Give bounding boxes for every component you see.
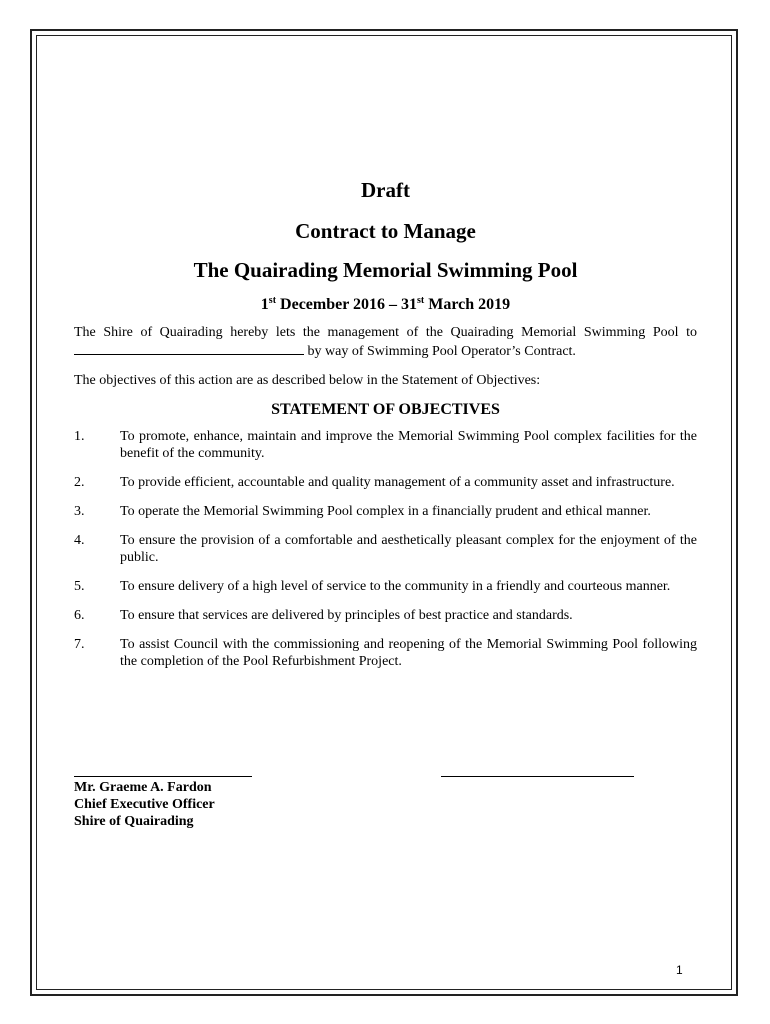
objective-text: To promote, enhance, maintain and improve the Memorial Swimming Pool complex facilities for the benefit of the community.: [120, 429, 697, 461]
objective-text: To assist Council with the commissioning and reopening of the Memorial Swimming Pool following the completion of the Pool Refurbishment Project.: [120, 637, 697, 669]
document-body: [74, 176, 697, 682]
signatory-name: Mr. Graeme A. Fardon: [74, 780, 212, 795]
page-number: 1: [676, 963, 683, 977]
signatory-block: [74, 779, 215, 830]
start-day-suffix: st: [268, 295, 277, 306]
objective-text: To ensure that services are delivered by principles of best practice and standards.: [120, 608, 573, 623]
list-item: [74, 636, 697, 670]
end-day-suffix: st: [417, 295, 425, 306]
objective-number: 6.: [74, 608, 85, 623]
objective-number: 2.: [74, 475, 85, 490]
intro-paragraph: [74, 324, 697, 361]
objectives-heading: STATEMENT OF OBJECTIVES: [271, 401, 500, 418]
objective-number: 4.: [74, 533, 85, 548]
title-pool: The Quairading Memorial Swimming Pool: [193, 258, 578, 282]
end-rest: March 2019: [424, 296, 511, 313]
objectives-list: [74, 428, 697, 670]
list-item: [74, 474, 697, 491]
objective-number: 7.: [74, 637, 85, 652]
list-item: [74, 503, 697, 520]
objective-text: To provide efficient, accountable and quality management of a community asset and infrastructure.: [120, 475, 675, 490]
signatory-organisation: Shire of Quairading: [74, 814, 194, 829]
objective-number: 1.: [74, 429, 85, 444]
contract-dates: [74, 294, 697, 316]
list-item: [74, 532, 697, 566]
operator-name-blank: [74, 342, 304, 355]
title-draft: Draft: [361, 178, 410, 202]
signatory-title: Chief Executive Officer: [74, 797, 215, 812]
list-item: [74, 607, 697, 624]
objectives-intro: The objectives of this action are as described below in the Statement of Objectives:: [74, 373, 541, 388]
objective-text: To operate the Memorial Swimming Pool complex in a financially prudent and ethical manner.: [120, 504, 651, 519]
start-rest: December 2016 – 31: [276, 296, 418, 313]
start-day: 1: [260, 296, 269, 313]
objective-text: To ensure the provision of a comfortable and aesthetically pleasant complex for the enjoyment of the public.: [120, 533, 697, 565]
list-item: [74, 428, 697, 462]
signature-line-ceo: [74, 776, 252, 777]
intro-part2: by way of Swimming Pool Operator’s Contract.: [304, 344, 576, 359]
objective-number: 5.: [74, 579, 85, 594]
title-contract: Contract to Manage: [295, 219, 476, 243]
objective-number: 3.: [74, 504, 85, 519]
signature-line-operator: [441, 776, 634, 777]
intro-part1: The Shire of Quairading hereby lets the management of the Quairading Memorial Swimming Pool to: [74, 325, 697, 340]
list-item: [74, 578, 697, 595]
objective-text: To ensure delivery of a high level of service to the community in a friendly and courteous manner.: [120, 579, 671, 594]
